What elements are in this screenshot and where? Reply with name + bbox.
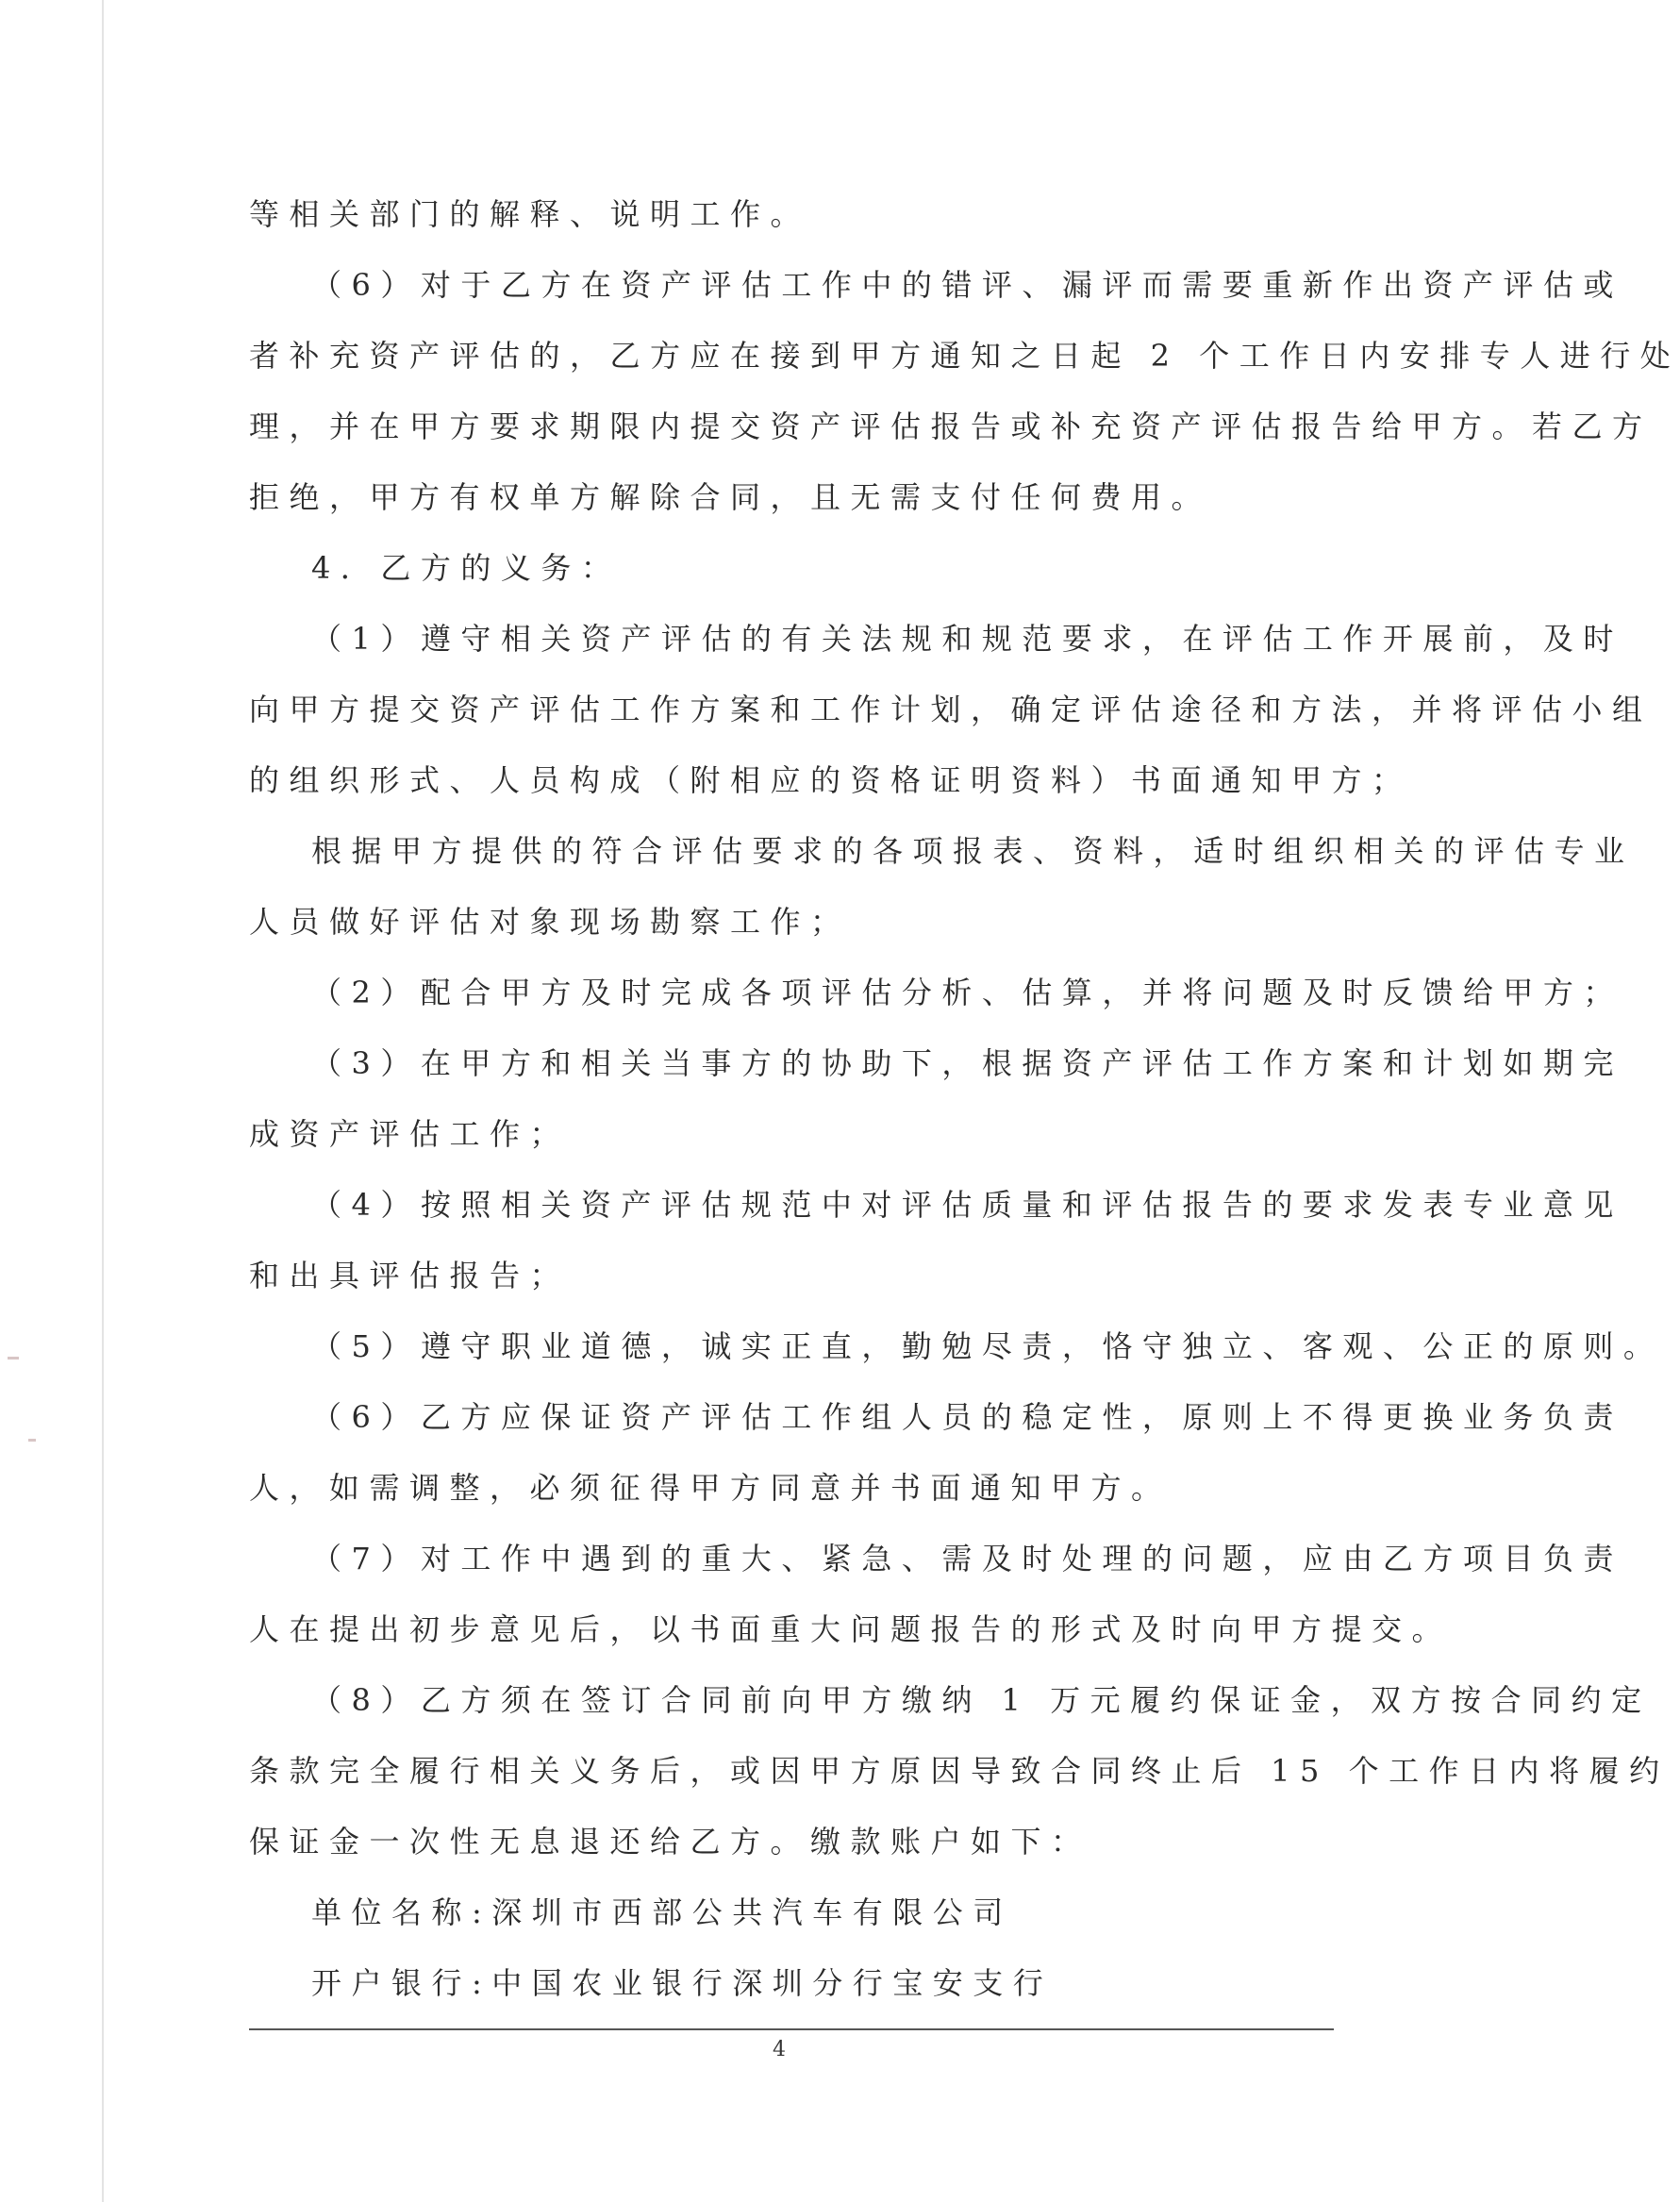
paragraph-line: （7）对工作中遇到的重大、紧急、需及时处理的问题，应由乙方项目负责 xyxy=(311,1541,1623,1576)
account-name-line: 单位名称:深圳市西部公共汽车有限公司 xyxy=(311,1894,1013,1930)
paragraph-line: 人，如需调整，必须征得甲方同意并书面通知甲方。 xyxy=(249,1470,1172,1506)
paragraph-line: 拒绝，甲方有权单方解除合同，且无需支付任何费用。 xyxy=(249,479,1212,515)
paragraph-line: （6）乙方应保证资产评估工作组人员的稳定性，原则上不得更换业务负责 xyxy=(311,1399,1623,1435)
scan-mark xyxy=(28,1439,36,1442)
paragraph-line: 理，并在甲方要求期限内提交资产评估报告或补充资产评估报告给甲方。若乙方 xyxy=(249,409,1653,444)
document-body xyxy=(249,179,1680,2019)
page-number: 4 xyxy=(773,2038,786,2061)
paragraph-line: （2）配合甲方及时完成各项评估分析、估算，并将问题及时反馈给甲方； xyxy=(311,975,1623,1010)
paragraph-line: （5）遵守职业道德，诚实正直，勤勉尽责，恪守独立、客观、公正的原则。 xyxy=(311,1328,1664,1364)
paragraph-line: （1）遵守相关资产评估的有关法规和规范要求，在评估工作开展前，及时 xyxy=(311,621,1623,657)
paragraph-line: （4）按照相关资产评估规范中对评估质量和评估报告的要求发表专业意见 xyxy=(311,1187,1623,1223)
paragraph-line: 的组织形式、人员构成（附相应的资格证明资料）书面通知甲方； xyxy=(249,762,1412,798)
paragraph-line: 根据甲方提供的符合评估要求的各项报表、资料，适时组织相关的评估专业 xyxy=(311,833,1635,869)
footer-rule xyxy=(249,2028,1334,2030)
paragraph-line: 成资产评估工作； xyxy=(249,1116,571,1152)
paragraph-line: 等相关部门的解释、说明工作。 xyxy=(249,196,811,232)
paragraph-line: 人员做好评估对象现场勘察工作； xyxy=(249,904,851,940)
paragraph-line: 和出具评估报告； xyxy=(249,1258,571,1293)
paragraph-line: （8）乙方须在签订合同前向甲方缴纳 1 万元履约保证金，双方按合同约定 xyxy=(311,1682,1652,1718)
paragraph-line: 者补充资产评估的，乙方应在接到甲方通知之日起 2 个工作日内安排专人进行处 xyxy=(249,338,1680,374)
paragraph-line: 向甲方提交资产评估工作方案和工作计划，确定评估途径和方法，并将评估小组 xyxy=(249,692,1653,727)
paragraph-line: （3）在甲方和相关当事方的协助下，根据资产评估工作方案和计划如期完 xyxy=(311,1045,1623,1081)
scan-mark xyxy=(8,1357,19,1360)
paragraph-line: （6）对于乙方在资产评估工作中的错评、漏评而需要重新作出资产评估或 xyxy=(311,267,1623,303)
paragraph-line: 条款完全履行相关义务后，或因甲方原因导致合同终止后 15 个工作日内将履约 xyxy=(249,1753,1670,1789)
scan-margin-line xyxy=(102,0,104,2202)
section-heading: 4．乙方的义务： xyxy=(311,550,622,586)
paragraph-line: 人在提出初步意见后，以书面重大问题报告的形式及时向甲方提交。 xyxy=(249,1611,1453,1647)
bank-name-line: 开户银行:中国农业银行深圳分行宝安支行 xyxy=(311,1965,1054,2001)
paragraph-line: 保证金一次性无息退还给乙方。缴款账户如下： xyxy=(249,1824,1091,1860)
